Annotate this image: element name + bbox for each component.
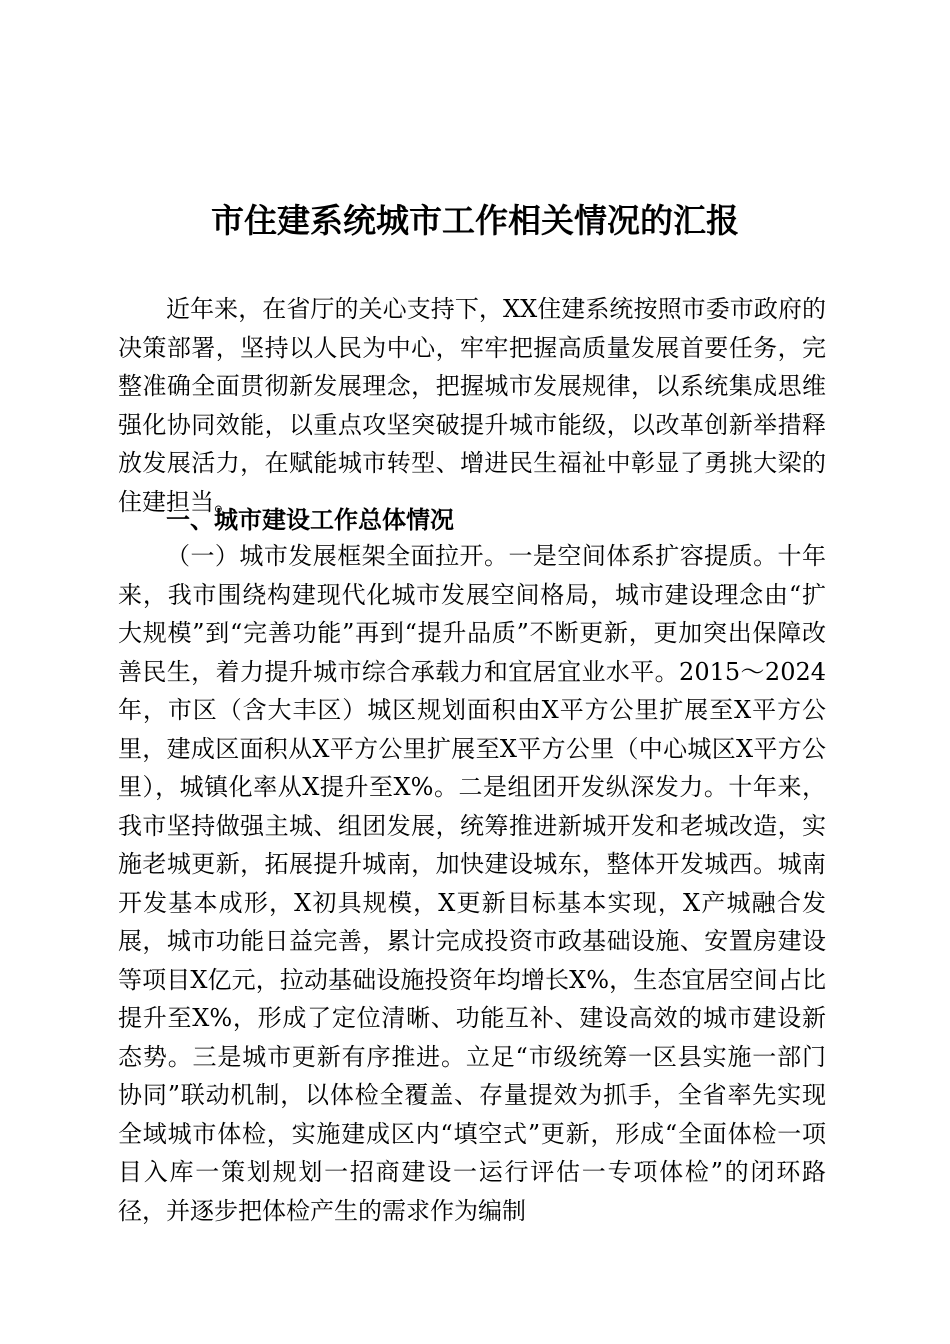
subsection-body-1: 一是空间体系扩容提质。十年来，我市围绕构建现代化城市发展空间格局，城市建设理念由“扩大规模”到“完善功能”再到“提升品质”不断更新，更加突出保障改善民生，着力提升城市综合承载力和宜居宜业水平。2015～2024年，市区（含大丰区）城区规划面积由X平方公里扩展至X平方公里，建成区面积从X平方公里扩展至X平方公里（中心城区X平方公里），城镇化率从X提升至X%。二是组团开发纵深发力。十年来，我市坚持做强主城、组团发展，统筹推进新城开发和老城改造，实施老城更新，拓展提升城南，加快建设城东，整体开发城西。城南开发基本成形，X初具规模，X更新目标基本实现，X产城融合发展，城市功能日益完善，累计完成投资市政基础设施、安置房建设等项目X亿元，拉动基础设施投资年均增长X%，生态宜居空间占比提升至X%，形成了定位清晰、功能互补、建设高效的城市建设新态势。三是城市更新有序推进。立足“市级统筹一区县实施一部门协同”联动机制，以体检全覆盖、存量提效为抓手，全省率先实现全域城市体检，实施建成区内“填空式”更新，形成“全面体检一项目入库一策划规划一招商建设一运行评估一专项体检”的闭环路径，并逐步把体检产生的需求作为编制	[118, 542, 827, 1225]
section-heading-1: 一、城市建设工作总体情况	[166, 506, 454, 534]
subsection-heading-1: （一）城市发展框架全面拉开。	[166, 542, 509, 570]
body-paragraph-1	[118, 537, 826, 1230]
intro-paragraph: 近年来，在省厅的关心支持下，XX住建系统按照市委市政府的决策部署，坚持以人民为中心，牢牢把握高质量发展首要任务，完整准确全面贯彻新发展理念，把握城市发展规律，以系统集成思维强化协同效能，以重点攻坚突破提升城市能级，以改革创新举措释放发展活力，在赋能城市转型、增进民生福祉中彰显了勇挑大梁的住建担当。	[118, 295, 826, 516]
document-title: 市住建系统城市工作相关情况的汇报	[211, 201, 739, 240]
